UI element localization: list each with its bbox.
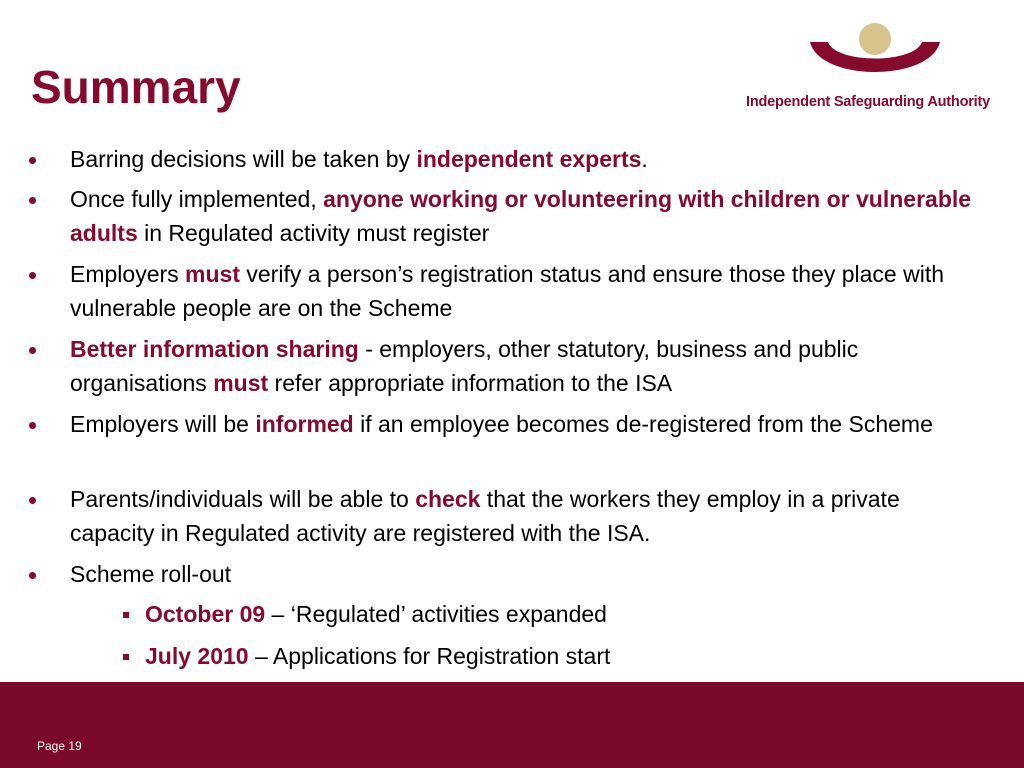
bullet-item [70,182,985,250]
bullet-highlight: informed [255,411,354,437]
bullet-text: refer appropriate information to the ISA [268,370,673,396]
slide-title: Summary [31,61,241,113]
bullet-dot-icon [29,497,36,504]
sub-bullet-text: – ‘Regulated’ activities expanded [265,601,607,627]
bullet-highlight: Better information sharing [70,336,359,362]
bullet-highlight: must [185,261,240,287]
bullet-text: if an employee becomes de-registered from the Scheme [353,411,933,437]
bullet-text: Scheme roll-out [70,561,232,587]
sub-bullet-highlight: July 2010 [145,643,249,669]
bullet-item [70,257,985,325]
isa-logo-emblem-icon [808,22,943,84]
logo-text: Independent Safeguarding Authority [746,94,990,110]
bullet-text: in Regulated activity must register [137,220,490,246]
bullet-highlight: must [213,370,269,396]
bullet-dot-icon [29,197,36,204]
bullet-item [70,557,985,591]
bullet-text: verify a person’s registration status and ensure those they place with vulnerable people are on the Scheme [70,261,945,321]
bullet-text: . [641,146,648,172]
sub-bullet-highlight: October 09 [145,601,266,627]
footer-bar [0,682,1024,768]
bullet-item [70,407,985,441]
bullet-text: - employers, other statutory, business and public organisations [70,336,859,396]
bullet-dot-icon [29,347,36,354]
bullet-text: Once fully implemented, [70,186,324,212]
bullet-text: that the workers they employ in a private capacity in Regulated activity are registered with the ISA. [70,486,900,546]
bullet-dot-icon [29,157,36,164]
isa-logo [746,22,1006,118]
sub-bullet-item [145,597,985,631]
bullet-text: Parents/individuals will be able to [70,486,416,512]
page-number: Page 19 [37,739,82,753]
bullet-highlight: anyone working or volunteering with children or vulnerable adults [70,186,972,246]
bullet-item [70,142,985,176]
bullet-dot-icon [29,272,36,279]
bullet-item [70,332,985,400]
sub-bullet-square-icon [123,612,129,618]
bullet-text: Barring decisions will be taken by [70,146,417,172]
bullet-dot-icon [29,572,36,579]
bullet-dot-icon [29,422,36,429]
logo-circle [859,23,891,55]
bullet-highlight: check [415,486,481,512]
sub-bullet-square-icon [123,654,129,660]
sub-bullet-text: – Applications for Registration start [248,643,611,669]
bullet-text: Employers [70,261,186,287]
bullet-highlight: independent experts [416,146,642,172]
sub-bullet-item [145,639,985,673]
bullet-text: Employers will be [70,411,256,437]
bullet-item [70,482,985,550]
